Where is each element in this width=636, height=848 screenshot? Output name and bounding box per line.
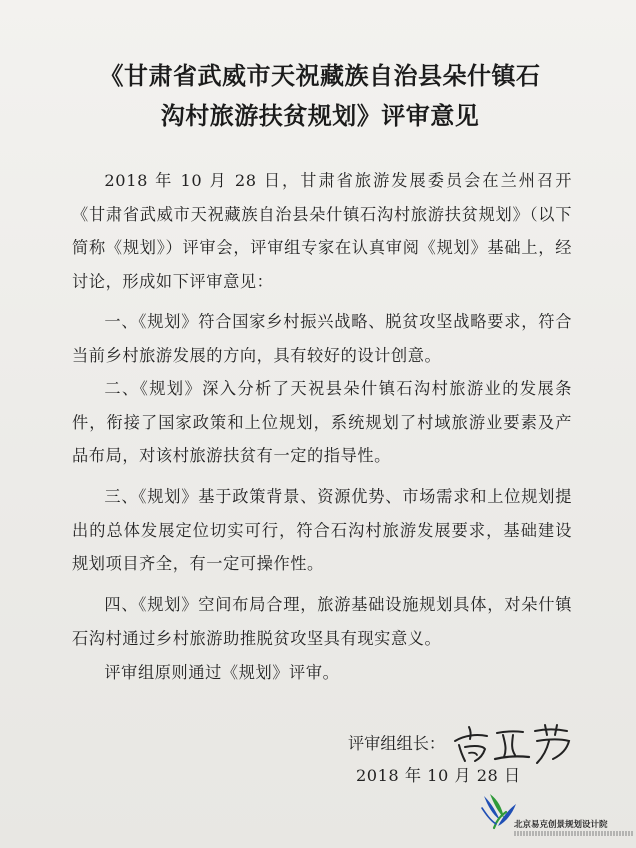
opinion-4: 四、《规划》空间布局合理，旅游基础设施规划具体，对朵什镇石沟村通过乡村旅游助推脱贫攻坚具有现实意义。: [72, 595, 572, 648]
document-title: [60, 56, 580, 136]
handwritten-signature: [449, 719, 579, 765]
organization-name: 北京易克创景规划设计院: [514, 820, 608, 830]
organization-english-line: [514, 831, 634, 836]
conclusion-paragraph: 评审组原则通过《规划》评审。: [104, 663, 340, 682]
opinion-1: 一、《规划》符合国家乡村振兴战略、脱贫攻坚战略要求，符合当前乡村旅游发展的方向，具有较好的设计创意。: [72, 312, 572, 365]
opinion-3: 三、《规划》基于政策背景、资源优势、市场需求和上位规划提出的总体发展定位切实可行，符合石沟村旅游发展要求，基础建设规划项目齐全，有一定可操作性。: [72, 487, 572, 573]
opinion-2: 二、《规划》深入分析了天祝县朵什镇石沟村旅游业的发展条件，衔接了国家政策和上位规划，系统规划了村域旅游业要素及产品布局，对该村旅游扶贫有一定的指导性。: [72, 379, 572, 465]
title-line-1: 《甘肃省武威市天祝藏族自治县朵什镇石: [99, 62, 541, 90]
signature-row: [348, 724, 579, 760]
intro-paragraph: 2018 年 10 月 28 日，甘肃省旅游发展委员会在兰州召开《甘肃省武威市天祝藏族自治县朵什镇石沟村旅游扶贫规划》（以下简称《规划》）评审会，评审组专家在认真审阅《规划》基础上，经讨论，形成如下评审意见：: [72, 171, 572, 291]
signer-label: 评审组组长：: [348, 734, 446, 753]
signature-date: 2018 年 10 月 28 日: [356, 766, 521, 785]
title-line-2: 沟村旅游扶贫规划》评审意见: [160, 102, 480, 130]
stylized-leaf-logo-icon: [478, 792, 518, 832]
